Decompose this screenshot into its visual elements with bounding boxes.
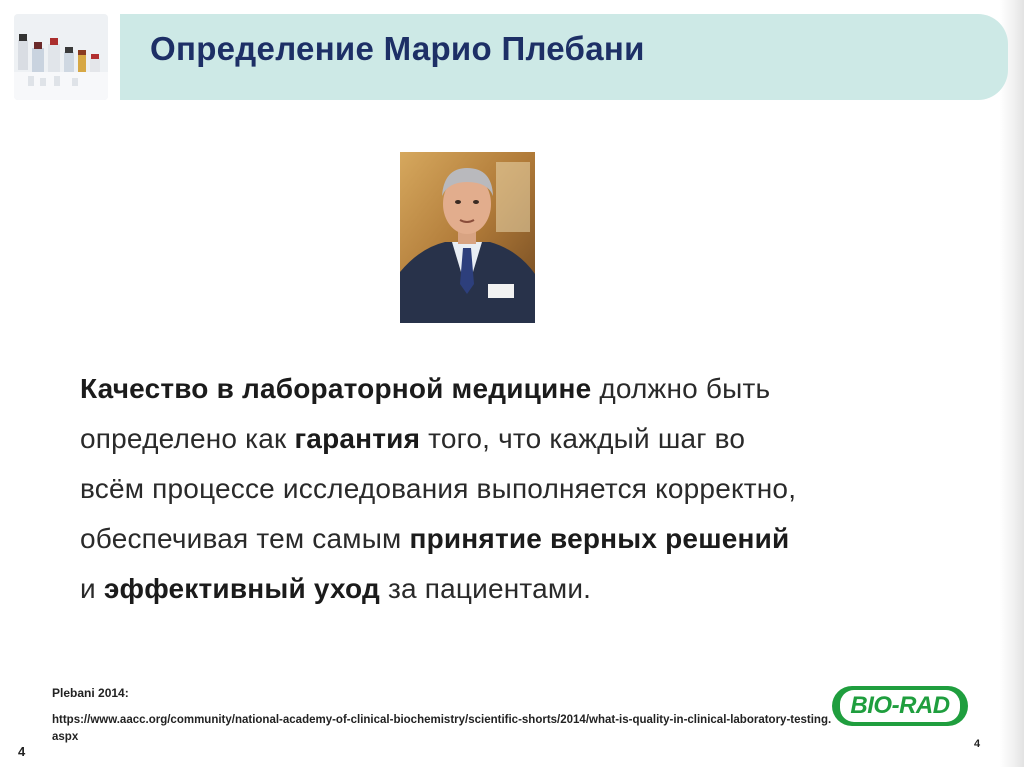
quote-line — [80, 414, 980, 464]
reference-link[interactable]: https://www.aacc.org/community/national-academy-of-clinical-biochemistry/scientific-shorts/2014/what-is-quality-in-clinical-laboratory-testing.aspx — [52, 714, 832, 743]
lab-bottles-image — [14, 14, 108, 100]
quote-line — [80, 364, 980, 414]
quote-emphasis: эффективный уход — [103, 573, 380, 604]
quote-emphasis: принятие верных решений — [409, 523, 790, 554]
quote-text: того, что каждый шаг во — [420, 423, 746, 454]
quote-text: обеспечивая тем самым — [80, 523, 410, 554]
bio-rad-logo — [832, 686, 968, 726]
quote-text: должно быть — [591, 373, 771, 404]
quote-text: за пациентами. — [379, 573, 592, 604]
quote-line — [80, 564, 980, 614]
slide-number: 4 — [974, 738, 981, 750]
page-number: 4 — [18, 744, 26, 759]
quote-line — [80, 514, 980, 564]
quote-emphasis: Качество в лабораторной медицине — [80, 373, 592, 404]
quote-text: всём процессе исследования выполняется корректно, — [80, 473, 797, 504]
logo-text: BIO-RAD — [840, 690, 959, 722]
slide-title: Определение Марио Плебани — [150, 30, 645, 67]
quote-emphasis: гарантия — [294, 423, 421, 454]
plebani-quote — [80, 364, 980, 614]
portrait-photo — [400, 152, 535, 323]
page-edge-shadow — [1000, 0, 1024, 767]
quote-text: определено как — [80, 423, 295, 454]
reference-label: Plebani 2014: — [52, 686, 129, 700]
quote-text: и — [80, 573, 104, 604]
quote-line — [80, 464, 980, 514]
